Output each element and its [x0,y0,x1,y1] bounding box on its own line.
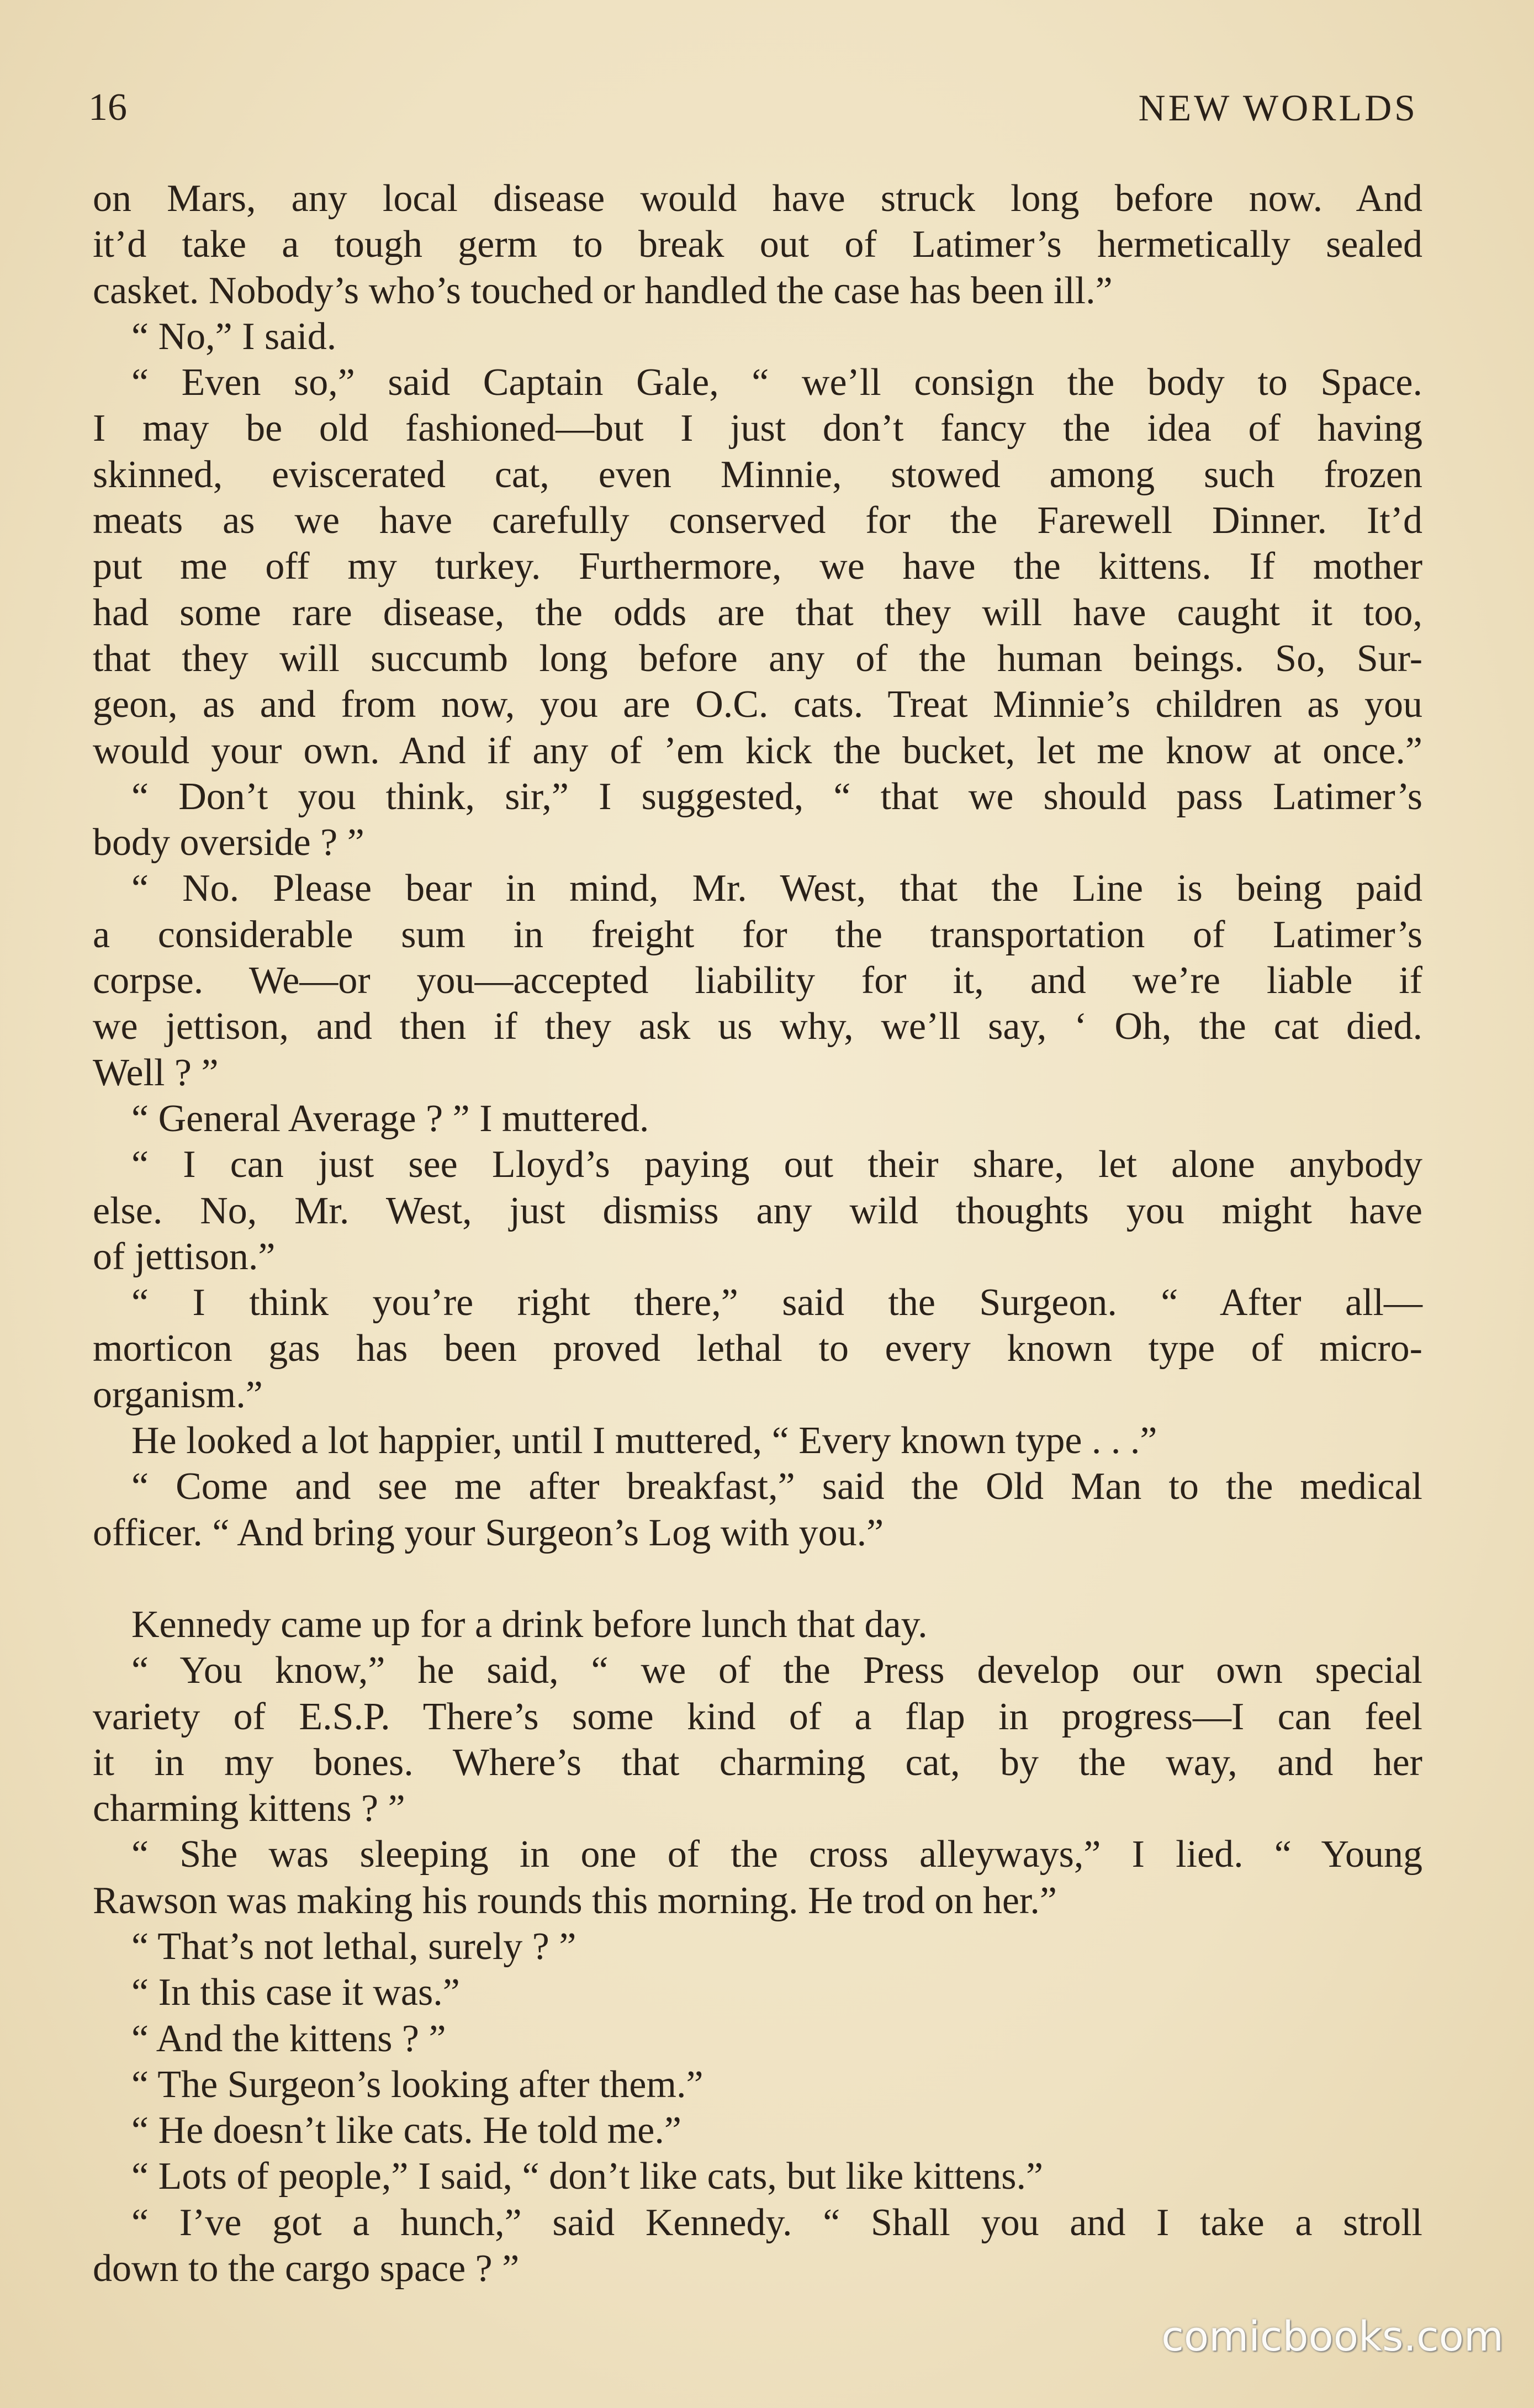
text-line: on Mars, any local disease would have struck long before now. And [93,177,1422,220]
text-line: I may be old fashioned—but I just don’t fancy the idea of having [93,407,1422,450]
text-line: meats as we have carefully conserved for the Farewell Dinner. It’d [93,499,1422,542]
text-line: Kennedy came up for a drink before lunch that day. [131,1603,928,1646]
running-head: NEW WORLDS [1138,87,1418,129]
text-line: “ No,” I said. [131,315,337,358]
text-line: else. No, Mr. West, just dismiss any wild thoughts you might have [93,1189,1422,1232]
text-line: geon, as and from now, you are O.C. cats. Treat Minnie’s children as you [93,683,1422,726]
text-line: it in my bones. Where’s that charming cat, by the way, and her [93,1741,1422,1784]
text-line: “ He doesn’t like cats. He told me.” [131,2109,681,2152]
text-line: a considerable sum in freight for the transportation of Latimer’s [93,913,1422,956]
text-line: “ Don’t you think, sir,” I suggested, “ that we should pass Latimer’s [131,775,1422,818]
text-line: charming kittens ? ” [93,1787,405,1830]
text-line: “ Lots of people,” I said, “ don’t like cats, but like kittens.” [131,2155,1044,2198]
text-line: “ No. Please bear in mind, Mr. West, that the Line is being paid [131,867,1422,910]
text-line: “ That’s not lethal, surely ? ” [131,1925,576,1968]
text-line: had some rare disease, the odds are that they will have caught it too, [93,591,1422,634]
text-line: “ In this case it was.” [131,1971,460,2014]
text-line: morticon gas has been proved lethal to every known type of micro- [93,1327,1422,1370]
page-header [88,83,1418,133]
text-line: it’d take a tough germ to break out of Latimer’s hermetically sealed [93,223,1422,266]
text-line: “ You know,” he said, “ we of the Press develop our own special [131,1649,1422,1692]
text-line: we jettison, and then if they ask us why, we’ll say, ‘ Oh, the cat died. [93,1005,1422,1048]
text-line: “ Come and see me after breakfast,” said the Old Man to the medical [131,1465,1422,1508]
text-line: “ The Surgeon’s looking after them.” [131,2063,703,2106]
text-line: Rawson was making his rounds this morning. He trod on her.” [93,1879,1057,1922]
text-line: officer. “ And bring your Surgeon’s Log with you.” [93,1511,884,1554]
text-line: casket. Nobody’s who’s touched or handled the case has been ill.” [93,269,1113,312]
text-line: body overside ? ” [93,821,364,864]
text-line: put me off my turkey. Furthermore, we have the kittens. If mother [93,545,1422,588]
text-line: Well ? ” [93,1051,219,1094]
text-line: down to the cargo space ? ” [93,2247,520,2290]
text-line: He looked a lot happier, until I muttered, “ Every known type . . .” [131,1419,1157,1462]
text-line: “ Even so,” said Captain Gale, “ we’ll consign the body to Space. [131,361,1422,404]
text-line: “ I can just see Lloyd’s paying out their share, let alone anybody [131,1143,1422,1186]
text-line: “ I’ve got a hunch,” said Kennedy. “ Shall you and I take a stroll [131,2201,1422,2244]
text-line: “ General Average ? ” I muttered. [131,1097,649,1140]
text-line: skinned, eviscerated cat, even Minnie, stowed among such frozen [93,453,1422,496]
text-line: “ I think you’re right there,” said the Surgeon. “ After all— [131,1281,1422,1324]
body-text [93,176,1422,2291]
page-number: 16 [88,86,127,129]
text-line: variety of E.S.P. There’s some kind of a flap in progress—I can feel [93,1695,1422,1738]
text-line: would your own. And if any of ’em kick the bucket, let me know at once.” [93,729,1422,772]
watermark: comicbooks.com [1161,2313,1504,2361]
text-line: corpse. We—or you—accepted liability for it, and we’re liable if [93,959,1422,1002]
text-line: “ And the kittens ? ” [131,2017,446,2060]
text-line: organism.” [93,1373,263,1416]
text-line: of jettison.” [93,1235,276,1278]
text-line: “ She was sleeping in one of the cross alleyways,” I lied. “ Young [131,1833,1422,1876]
text-line: that they will succumb long before any of the human beings. So, Sur- [93,637,1422,680]
